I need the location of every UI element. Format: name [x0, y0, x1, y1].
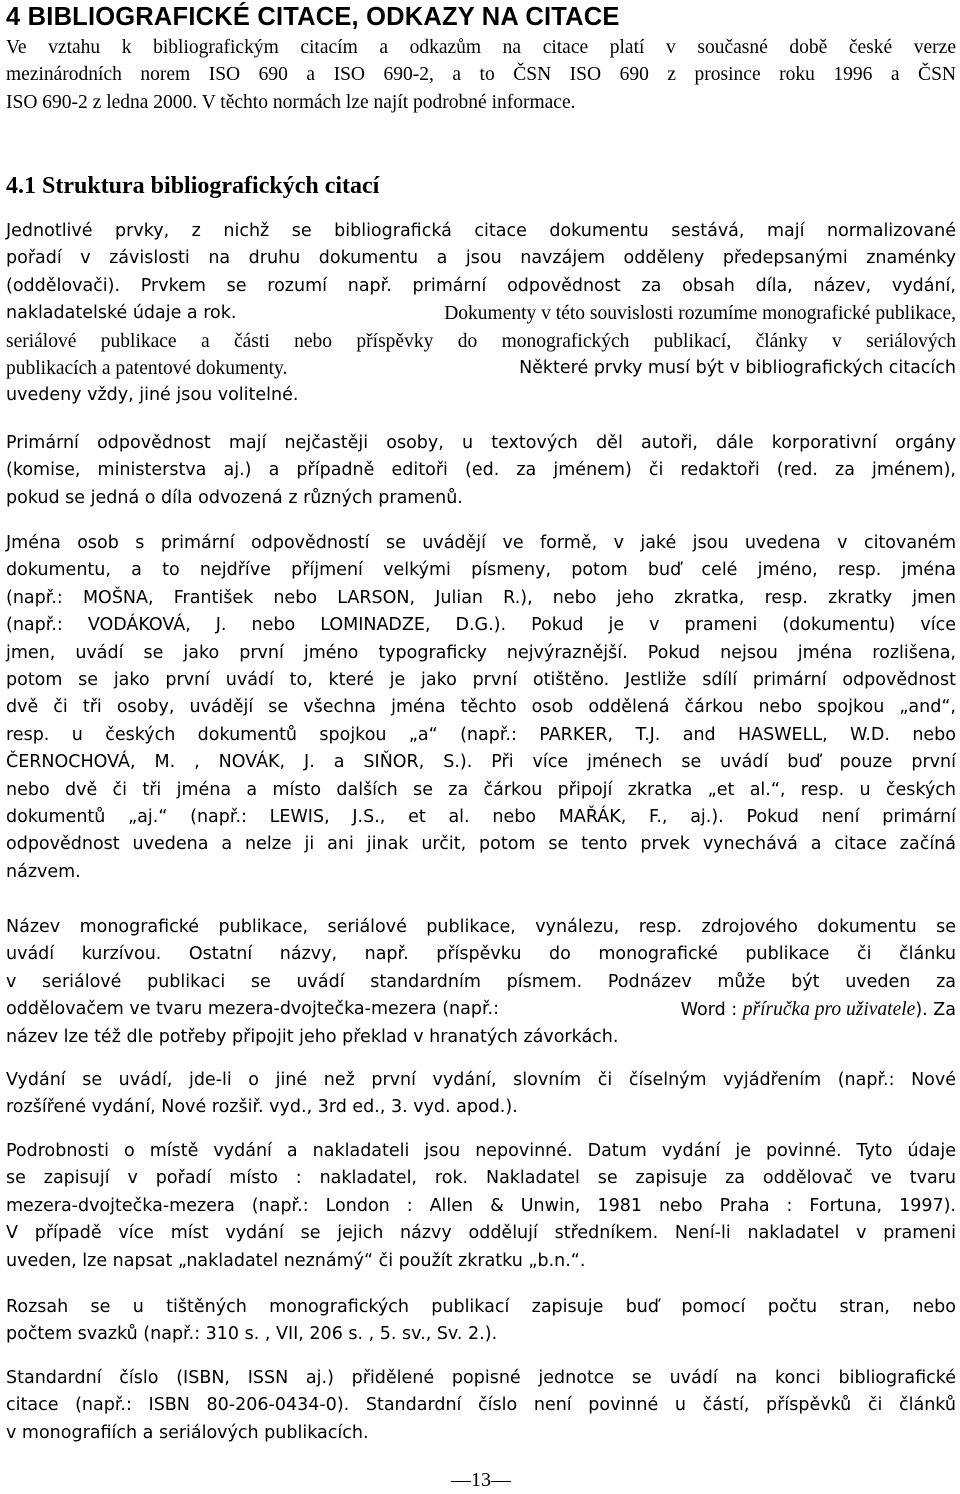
paragraph-standard-number — [6, 1365, 956, 1447]
text-line: Ve vztahu k bibliografickým citacím a odkazům na citace platí v současné době české verze — [6, 37, 956, 58]
text-line: dvě či tři osoby, uvádějí se všechna jména těchto osob oddělená čárkou nebo spojkou „and“, — [6, 697, 956, 718]
text-line: citace (např.: ISBN 80-206-0434-0). Standardní číslo není povinné u částí, příspěvků či článků — [6, 1395, 956, 1416]
text-line: uvedeny vždy, jiné jsou volitelné. — [6, 385, 299, 406]
text-line: potom se jako první uvádí to, které je jako první otištěno. Jestliže sdílí primární odpovědnost — [6, 669, 956, 690]
section-heading: 4.1 Struktura bibliografických citací — [6, 173, 380, 199]
text-line: mezera-dvojtečka-mezera (např.: London : Allen & Unwin, 1981 nebo Praha : Fortuna, 1997). — [6, 1195, 956, 1216]
paragraph-responsibility — [6, 430, 956, 512]
text-line: pokud se jedná o díla odvozená z různých pramenů. — [6, 487, 463, 508]
text-line: Primární odpovědnost mají nejčastěji osoby, u textových děl autoři, dále korporativní orgány — [6, 433, 956, 453]
paragraph-names — [6, 530, 956, 886]
text-line: Vydání se uvádí, jde-li o jiné než první vydání, slovním či číselným vyjádřením (např.: Nové — [6, 1070, 956, 1090]
paragraph-edition — [6, 1067, 956, 1122]
text-line: V případě více míst vydání se jejich názvy oddělují středníkem. Není-li nakladatel v prameni — [6, 1223, 956, 1244]
text-line: název lze též dle potřeby připojit jeho překlad v hranatých závorkách. — [6, 1026, 619, 1047]
text-line: v seriálové publikaci se uvádí standardním písmem. Podnázev může být uveden za — [6, 971, 956, 992]
paragraph-title — [6, 914, 956, 1051]
text-line: nebo dvě či tři jména a místo dalších se za čárkou připojí zkratka „et al.“, resp. u českých — [6, 779, 956, 800]
intro-paragraph — [6, 34, 956, 116]
text-line: seriálové publikace a části nebo příspěvky do monografických publikací, články v seriálových — [6, 330, 956, 352]
example-italic: příručka pro uživatele — [742, 999, 916, 1021]
text-line: Jednotlivé prvky, z nichž se bibliografická citace dokumentu sestává, mají normalizované — [6, 221, 956, 241]
text-span: nakladatelské údaje a rok. — [6, 303, 237, 324]
text-line: Standardní číslo (ISBN, ISSN aj.) přidělené popisné jednotce se uvádí na konci bibliografické — [6, 1368, 956, 1388]
text-line: rozšířené vydání, Nové rozšiř. vyd., 3rd ed., 3. vyd. apod.). — [6, 1097, 518, 1118]
text-line: uvádí kurzívou. Ostatní názvy, např. příspěvku do monografické publikace či článku — [6, 944, 956, 965]
text-line: Podrobnosti o místě vydání a nakladateli jsou nepovinné. Datum vydání je povinné. Tyto údaje — [6, 1141, 956, 1161]
text-line: počtem svazků (např.: 310 s. , VII, 206 s. , 5. sv., Sv. 2.). — [6, 1324, 498, 1345]
text-line: uveden, lze napsat „nakladatel neznámý“ či použít zkratku „b.n.“. — [6, 1250, 586, 1271]
text-span: ). Za — [915, 1000, 956, 1021]
text-line: Jména osob s primární odpovědností se uvádějí ve formě, v jaké jsou uvedena v citovaném — [6, 533, 956, 553]
text-line: pořadí v závislosti na druhu dokumentu a jsou navzájem odděleny předepsanými znaménky — [6, 248, 956, 269]
text-span: oddělovačem ve tvaru mezera-dvojtečka-mezera (např.: — [6, 999, 500, 1020]
paragraph-structure — [6, 218, 956, 410]
text-line: (komise, ministerstva aj.) a případně editoři (ed. za jménem) či redaktoři (red. za jménem), — [6, 460, 956, 481]
document-page — [6, 0, 956, 1494]
page-number: 13 — [471, 1469, 491, 1491]
text-line: resp. u českých dokumentů spojkou „a“ (např.: PARKER, T.J. and HASWELL, W.D. nebo — [6, 724, 956, 745]
paragraph-extent — [6, 1294, 956, 1349]
page-footer: —13— — [451, 1469, 511, 1491]
paragraph-publisher — [6, 1138, 956, 1275]
text-line: se zapisují v pořadí místo : nakladatel, rok. Nakladatel se zapisuje za oddělovač ve tvaru — [6, 1168, 956, 1189]
text-line: odpovědnost uvedena a nelze ji ani jinak určit, potom se tento prvek vynechává a citace začíná — [6, 834, 956, 855]
text-line: Rozsah se u tištěných monografických publikací zapisuje buď pomocí počtu stran, nebo — [6, 1297, 956, 1317]
text-line: ČERNOCHOVÁ, M. , NOVÁK, J. a SIŇOR, S.). Při více jménech se uvádí buď pouze první — [6, 752, 956, 773]
text-line: (např.: MOŠNA, František nebo LARSON, Julian R.), nebo jeho zkratka, resp. zkratky jmen — [6, 587, 956, 608]
text-line: (např.: VODÁKOVÁ, J. nebo LOMINADZE, D.G.). Pokud je v prameni (dokumentu) více — [6, 615, 956, 636]
text-line: (oddělovači). Prvkem se rozumí např. primární odpovědnost za obsah díla, název, vydání, — [6, 275, 956, 296]
text-span: Dokumenty v této souvislosti rozumíme monografické publikace, — [444, 303, 956, 325]
chapter-heading: 4 BIBLIOGRAFICKÉ CITACE, ODKAZY NA CITACE — [6, 3, 620, 31]
text-line: Název monografické publikace, seriálové publikace, vynálezu, resp. zdrojového dokumentu se — [6, 917, 956, 937]
text-span: publikacích a patentové dokumenty. — [6, 357, 288, 379]
example-word: Word : — [680, 1000, 743, 1021]
text-line: v monografiích a seriálových publikacích. — [6, 1422, 369, 1443]
text-span: Některé prvky musí být v bibliografických citacích — [519, 357, 956, 378]
text-line: názvem. — [6, 861, 81, 882]
text-line: dokumentu, a to nejdříve příjmení velkými písmeny, potom buď celé jméno, resp. jména — [6, 560, 956, 581]
text-line: jmen, uvádí se jako první jméno typograficky nejvýraznější. Pokud nejsou jména rozlišena, — [6, 642, 956, 663]
text-line: ISO 690-2 z ledna 2000. V těchto normách lze najít podrobné informace. — [6, 91, 576, 113]
text-line: dokumentů „aj.“ (např.: LEWIS, J.S., et al. nebo MAŘÁK, F., aj.). Pokud není primární — [6, 806, 956, 827]
text-line: mezinárodních norem ISO 690 a ISO 690-2, a to ČSN ISO 690 z prosince roku 1996 a ČSN — [6, 64, 956, 86]
